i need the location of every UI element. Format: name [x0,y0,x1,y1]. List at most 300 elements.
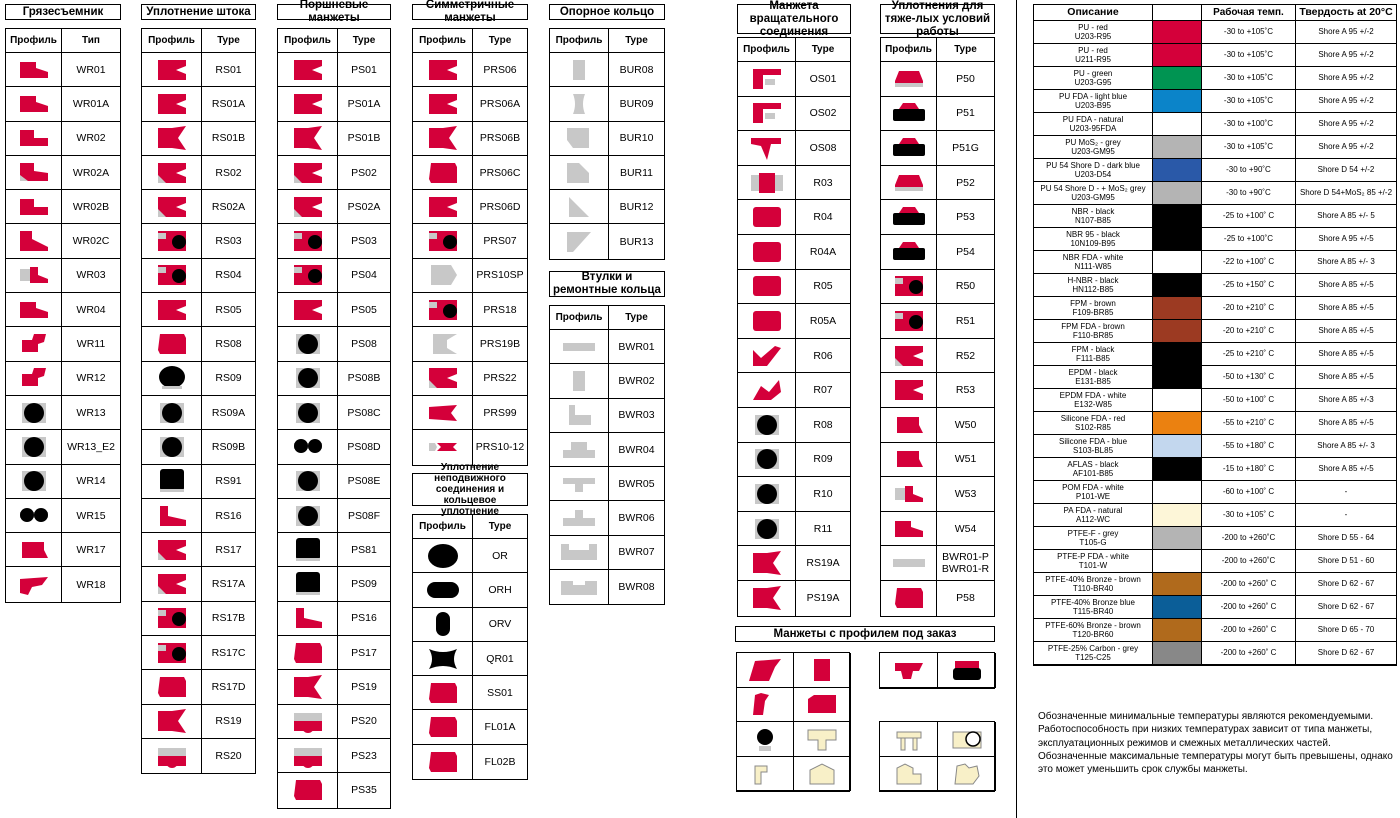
profile-icon [278,773,338,807]
profile-icon [413,259,473,293]
type-code: BWR07 [609,536,664,570]
materials-header: Рабочая темп. [1202,5,1296,21]
type-code: BUR12 [609,190,664,224]
type-code: RS09B [202,430,255,464]
material-description [1034,573,1153,596]
material-hardness: Shore A 85 +/- 3 [1296,435,1396,458]
column-header: Type [937,38,994,62]
profile-icon [278,87,338,121]
profile-icon [738,373,796,408]
material-name: NBR - black [1071,206,1115,216]
material-hardness: Shore A 85 +/- 5 [1296,205,1396,228]
material-name: PU - red [1078,45,1108,55]
profile-icon [550,364,609,398]
type-code: R07 [796,373,850,408]
profile-icon [881,131,937,166]
type-code: PRS06B [473,122,527,156]
type-code: FL02B [484,755,516,768]
custom-profile [737,688,794,723]
material-code: U203-R95 [1074,32,1112,41]
profile-icon [278,156,338,190]
material-temperature: -30 to +105˚ C [1202,504,1296,527]
material-description [1034,205,1153,228]
material-color-swatch [1153,366,1202,389]
type-code: WR04 [62,293,120,327]
type-code: WR01 [62,53,120,87]
profile-icon [142,122,202,156]
material-temperature: -50 to +130˚ C [1202,366,1296,389]
material-temperature: -25 to +100˚C [1202,228,1296,251]
material-code: F111-B85 [1076,354,1110,363]
type-code: BWR04 [609,433,664,467]
type-code: PS01 [338,53,390,87]
profile-icon [881,477,937,512]
material-temperature: -20 to +210˚ C [1202,320,1296,343]
profile-icon [738,581,796,616]
material-name: FPM - black [1071,344,1115,354]
profile-icon [142,293,202,327]
bushings-section [549,271,665,605]
materials-header: Твердость at 20°C [1296,5,1396,21]
profile-icon [278,190,338,224]
type-code: WR18 [76,578,106,591]
custom-profile [794,653,851,688]
custom-grid-right-top [879,652,995,689]
type-code: PS02 [338,156,390,190]
profile-icon [142,362,202,396]
material-color-swatch [1153,550,1202,573]
profile-icon [6,122,62,156]
type-code: PRS07 [473,224,527,258]
material-temperature: -22 to +100˚ C [1202,251,1296,274]
material-name: Silicone FDA - blue [1058,436,1128,446]
type-code: WR11 [62,327,120,361]
type-code: WR17 [62,533,120,567]
type-code: RS17C [202,636,255,670]
profile-icon [6,190,62,224]
profile-icon [413,710,473,744]
material-description [1034,596,1153,619]
material-hardness: Shore D 62 - 67 [1296,573,1396,596]
type-code: BWR01 [609,330,664,364]
heavy-section [880,0,995,617]
material-hardness: Shore A 85 +/- 3 [1296,251,1396,274]
type-code: WR02B [62,190,120,224]
materials-header [1153,5,1202,21]
material-description [1034,67,1153,90]
profile-icon [278,224,338,258]
type-code: R05 [796,270,850,305]
type-code: RS01 [202,53,255,87]
profile-icon [413,156,473,190]
material-hardness: - [1296,504,1396,527]
column-header: Type [202,29,255,53]
profile-icon [881,304,937,339]
type-code: WR02A [62,156,120,190]
material-code: U203-95FDA [1069,124,1117,133]
profile-icon [881,200,937,235]
material-hardness: Shore A 95 +/-2 [1296,90,1396,113]
material-color-swatch [1153,596,1202,619]
custom-profile [794,757,851,792]
material-temperature: -30 to +100˚C [1202,113,1296,136]
type-code: PS20 [338,705,390,739]
profile-icon [881,235,937,270]
profile-icon [413,190,473,224]
material-hardness: Shore A 95 +/-2 [1296,67,1396,90]
profile-icon [142,602,202,636]
material-name: PTFE-P FDA - white [1057,551,1129,561]
type-code: R11 [796,512,850,547]
type-code: WR12 [62,362,120,396]
column-header: Профиль [6,29,62,53]
material-code: AF101-B85 [1072,469,1114,478]
material-code: E132-W85 [1074,400,1112,409]
profile-icon [6,396,62,430]
profile-icon [278,636,338,670]
profile-icon [142,636,202,670]
profile-icon [278,567,338,601]
profile-icon [278,465,338,499]
material-hardness: - [1296,481,1396,504]
material-code: T110-BR40 [1072,584,1114,593]
profile-icon [142,430,202,464]
profile-icon [738,97,796,132]
material-hardness: Shore D 62 - 67 [1296,596,1396,619]
profile-icon [6,499,62,533]
type-code: BWR08 [618,581,655,594]
type-code: R09 [796,443,850,478]
type-code: PRS19B [473,327,527,361]
material-name: PTFE-25% Carbon - grey [1047,643,1139,653]
material-description [1034,458,1153,481]
type-code: OR [473,539,527,573]
type-code: PS08F [338,499,390,533]
material-description [1034,642,1153,665]
type-code: SS01 [473,676,527,710]
material-description [1034,435,1153,458]
material-color-swatch [1153,435,1202,458]
profile-icon [278,259,338,293]
material-hardness: Shore D 55 - 64 [1296,527,1396,550]
material-color-swatch [1153,527,1202,550]
material-hardness: Shore A 85 +/-5 [1296,343,1396,366]
material-code: E131-B85 [1075,377,1111,386]
material-name: PU FDA - light blue [1058,91,1128,101]
material-hardness: Shore A 85 +/-5 [1296,458,1396,481]
custom-profile [794,688,851,723]
column-header: Type [338,29,390,53]
material-code: T125-C25 [1075,653,1111,662]
material-hardness: Shore A 95 +/-2 [1296,113,1396,136]
type-code: P51G [937,131,994,166]
custom-profile [880,722,938,757]
column-header: Профиль [550,306,609,330]
material-description [1034,504,1153,527]
type-code: PS81 [338,533,390,567]
custom-profile [880,757,938,792]
profile-icon [413,362,473,396]
material-name: POM FDA - white [1062,482,1124,492]
profile-table [549,28,665,260]
type-code: BUR08 [609,53,664,87]
type-code: R10 [796,477,850,512]
material-name: EPDM FDA - white [1059,390,1127,400]
type-code: PS01A [338,87,390,121]
custom-section [735,626,995,652]
material-hardness: Shore A 95 +/-2 [1296,21,1396,44]
type-code: PS01B [338,122,390,156]
material-temperature: -15 to +180˚ C [1202,458,1296,481]
custom-profile [938,722,996,757]
profile-icon [413,676,473,710]
column-header: Тип [62,29,120,53]
type-code: R53 [937,373,994,408]
material-hardness: Shore A 85 +/-5 [1296,297,1396,320]
material-description [1034,527,1153,550]
column-header: Type [609,29,664,53]
type-code: OS02 [796,97,850,132]
profile-icon [413,224,473,258]
column-header: Type [473,515,527,539]
type-code: PS05 [338,293,390,327]
material-color-swatch [1153,619,1202,642]
material-hardness: Shore A 95 +/-5 [1296,228,1396,251]
profile-icon [278,602,338,636]
type-code: R50 [937,270,994,305]
material-description [1034,182,1153,205]
material-name: AFLAS - black [1067,459,1119,469]
material-code: S102-R85 [1074,423,1112,432]
profile-icon [413,573,473,607]
type-code: PS08 [338,327,390,361]
type-code: PRS22 [473,362,527,396]
type-code: RS17B [202,602,255,636]
profile-icon [881,62,937,97]
profile-icon [278,739,338,773]
column-header: Профиль [142,29,202,53]
material-description [1034,619,1153,642]
profile-icon [738,270,796,305]
material-code: HN112-B85 [1072,285,1114,294]
profile-icon [142,224,202,258]
material-name: PU 54 Shore D - dark blue [1046,160,1140,170]
profile-icon [738,408,796,443]
type-code: FL01A [473,710,527,744]
type-code: BUR10 [609,122,664,156]
type-code: PS16 [338,602,390,636]
material-color-swatch [1153,228,1202,251]
type-code: RS02A [202,190,255,224]
material-code: T120-BR60 [1072,630,1114,639]
type-code: RS19A [796,546,850,581]
section-title: Втулки и ремонтные кольца [549,271,665,297]
material-description [1034,251,1153,274]
materials-table [1033,4,1397,666]
type-code: WR03 [62,259,120,293]
type-code: WR13_E2 [62,430,120,464]
materials-header: Описание [1034,5,1153,21]
type-code: WR02C [62,224,120,258]
section-title: Грязесъемник [5,4,121,20]
material-temperature: -55 to +180˚ C [1202,435,1296,458]
type-code: R05A [796,304,850,339]
material-temperature: -50 to +100˚ C [1202,389,1296,412]
profile-icon [6,327,62,361]
profile-icon [278,396,338,430]
material-hardness: Shore A 85 +/-5 [1296,366,1396,389]
type-code: W51 [937,443,994,478]
material-temperature: -30 to +105˚C [1202,136,1296,159]
profile-icon [413,293,473,327]
profile-icon [142,670,202,704]
type-code: P50 [937,62,994,97]
profile-icon [142,190,202,224]
material-name: PTFE-40% Bronze blue [1050,597,1136,607]
profile-icon [142,327,202,361]
profile-icon [6,87,62,121]
material-code: U203-GM95 [1071,193,1115,202]
material-hardness: Shore A 85 +/-5 [1296,274,1396,297]
material-description [1034,481,1153,504]
type-code: BWR05 [609,467,664,501]
profile-icon [6,533,62,567]
material-code: A112-WC [1075,515,1111,524]
profile-icon [142,53,202,87]
profile-icon [413,122,473,156]
profile-icon [738,200,796,235]
material-code: F109-BR85 [1072,308,1114,317]
support-section [549,4,665,260]
type-code: ORV [473,608,527,642]
material-color-swatch [1153,389,1202,412]
type-code: RS02 [202,156,255,190]
type-code: PS03 [338,224,390,258]
material-name: PU MoS₂ - grey [1065,137,1121,147]
material-temperature: -20 to +210˚ C [1202,297,1296,320]
piston-section [277,0,391,809]
profile-icon [142,465,202,499]
material-description [1034,44,1153,67]
type-code: R03 [796,166,850,201]
profile-icon [881,97,937,132]
profile-icon [550,501,609,535]
type-code: WR13 [62,396,120,430]
material-color-swatch [1153,90,1202,113]
material-temperature: -25 to +210˚ C [1202,343,1296,366]
type-code: RS17A [202,567,255,601]
section-title: Уплотнения для тяже-лых условий работы [880,4,995,34]
type-code: WR02 [62,122,120,156]
profile-icon [413,327,473,361]
type-code: W50 [937,408,994,443]
section-title: Симметричные манжеты [412,4,528,20]
type-code: W54 [937,512,994,547]
profile-icon [278,293,338,327]
type-code: WR01A [62,87,120,121]
material-code: F110-BR85 [1072,331,1114,340]
material-description [1034,228,1153,251]
profile-icon [738,512,796,547]
profile-table [880,37,995,617]
material-description [1034,136,1153,159]
profile-icon [278,670,338,704]
material-temperature: -200 to +260˚ C [1202,642,1296,665]
profile-icon [413,53,473,87]
type-code: R04A [796,235,850,270]
column-header: Профиль [550,29,609,53]
type-code: BUR09 [609,87,664,121]
material-color-swatch [1153,504,1202,527]
material-hardness: Shore D 51 - 60 [1296,550,1396,573]
material-hardness: Shore D 54+MoS₂ 85 +/-2 [1296,182,1396,205]
material-name: NBR FDA - white [1062,252,1124,262]
profile-icon [142,567,202,601]
material-hardness: Shore A 85 +/-5 [1296,412,1396,435]
profile-icon [278,533,338,567]
material-temperature: -200 to +260˚ C [1202,596,1296,619]
material-code: S103-BL85 [1072,446,1114,455]
material-color-swatch [1153,343,1202,366]
custom-profile [938,653,996,688]
profile-icon [413,539,473,573]
profile-icon [413,745,473,779]
type-code: RS19 [202,705,255,739]
profile-icon [550,122,609,156]
type-code: PRS10SP [473,259,527,293]
profile-icon [881,546,937,581]
profile-icon [278,53,338,87]
material-code: U203-GM95 [1071,147,1115,156]
type-code: RS91 [202,465,255,499]
profile-icon [6,224,62,258]
profile-icon [142,87,202,121]
type-code: BUR13 [619,235,654,248]
material-hardness: Shore D 54 +/-2 [1296,159,1396,182]
profile-icon [881,166,937,201]
profile-icon [142,705,202,739]
material-name: PU FDA - natural [1062,114,1124,124]
type-code: RS03 [202,224,255,258]
material-color-swatch [1153,159,1202,182]
profile-icon [550,467,609,501]
custom-grid-right-bottom [879,721,995,792]
column-header: Профиль [413,29,473,53]
material-name: FPM - brown [1070,298,1116,308]
type-code: P51 [937,97,994,132]
material-hardness: Shore A 85 +/-3 [1296,389,1396,412]
profile-icon [142,533,202,567]
type-code: RS17D [202,670,255,704]
profile-table [412,28,528,466]
temperature-note: Обозначенные минимальные температуры являются рекомендуемыми. Работоспособность при низких температурах зависит от типа манжеты, эксплуатационных режимов и смежных металлических частей. Обозначенные максимальные температуры могут быть превышены, однако это может уменьшить срок службы манжеты. [1038,711,1393,776]
profile-icon [881,373,937,408]
material-code: T115-BR40 [1072,607,1114,616]
type-code: R04 [796,200,850,235]
type-code: PS08C [338,396,390,430]
material-name: H-NBR - black [1067,275,1119,285]
type-code: RS01A [202,87,255,121]
type-code: PRS18 [473,293,527,327]
type-code: PS09 [338,567,390,601]
profile-table [737,37,851,617]
profile-icon [738,62,796,97]
profile-icon [550,536,609,570]
type-code: R52 [937,339,994,374]
material-name: NBR 95 - black [1066,229,1120,239]
type-code: RS20 [215,750,242,763]
material-color-swatch [1153,205,1202,228]
